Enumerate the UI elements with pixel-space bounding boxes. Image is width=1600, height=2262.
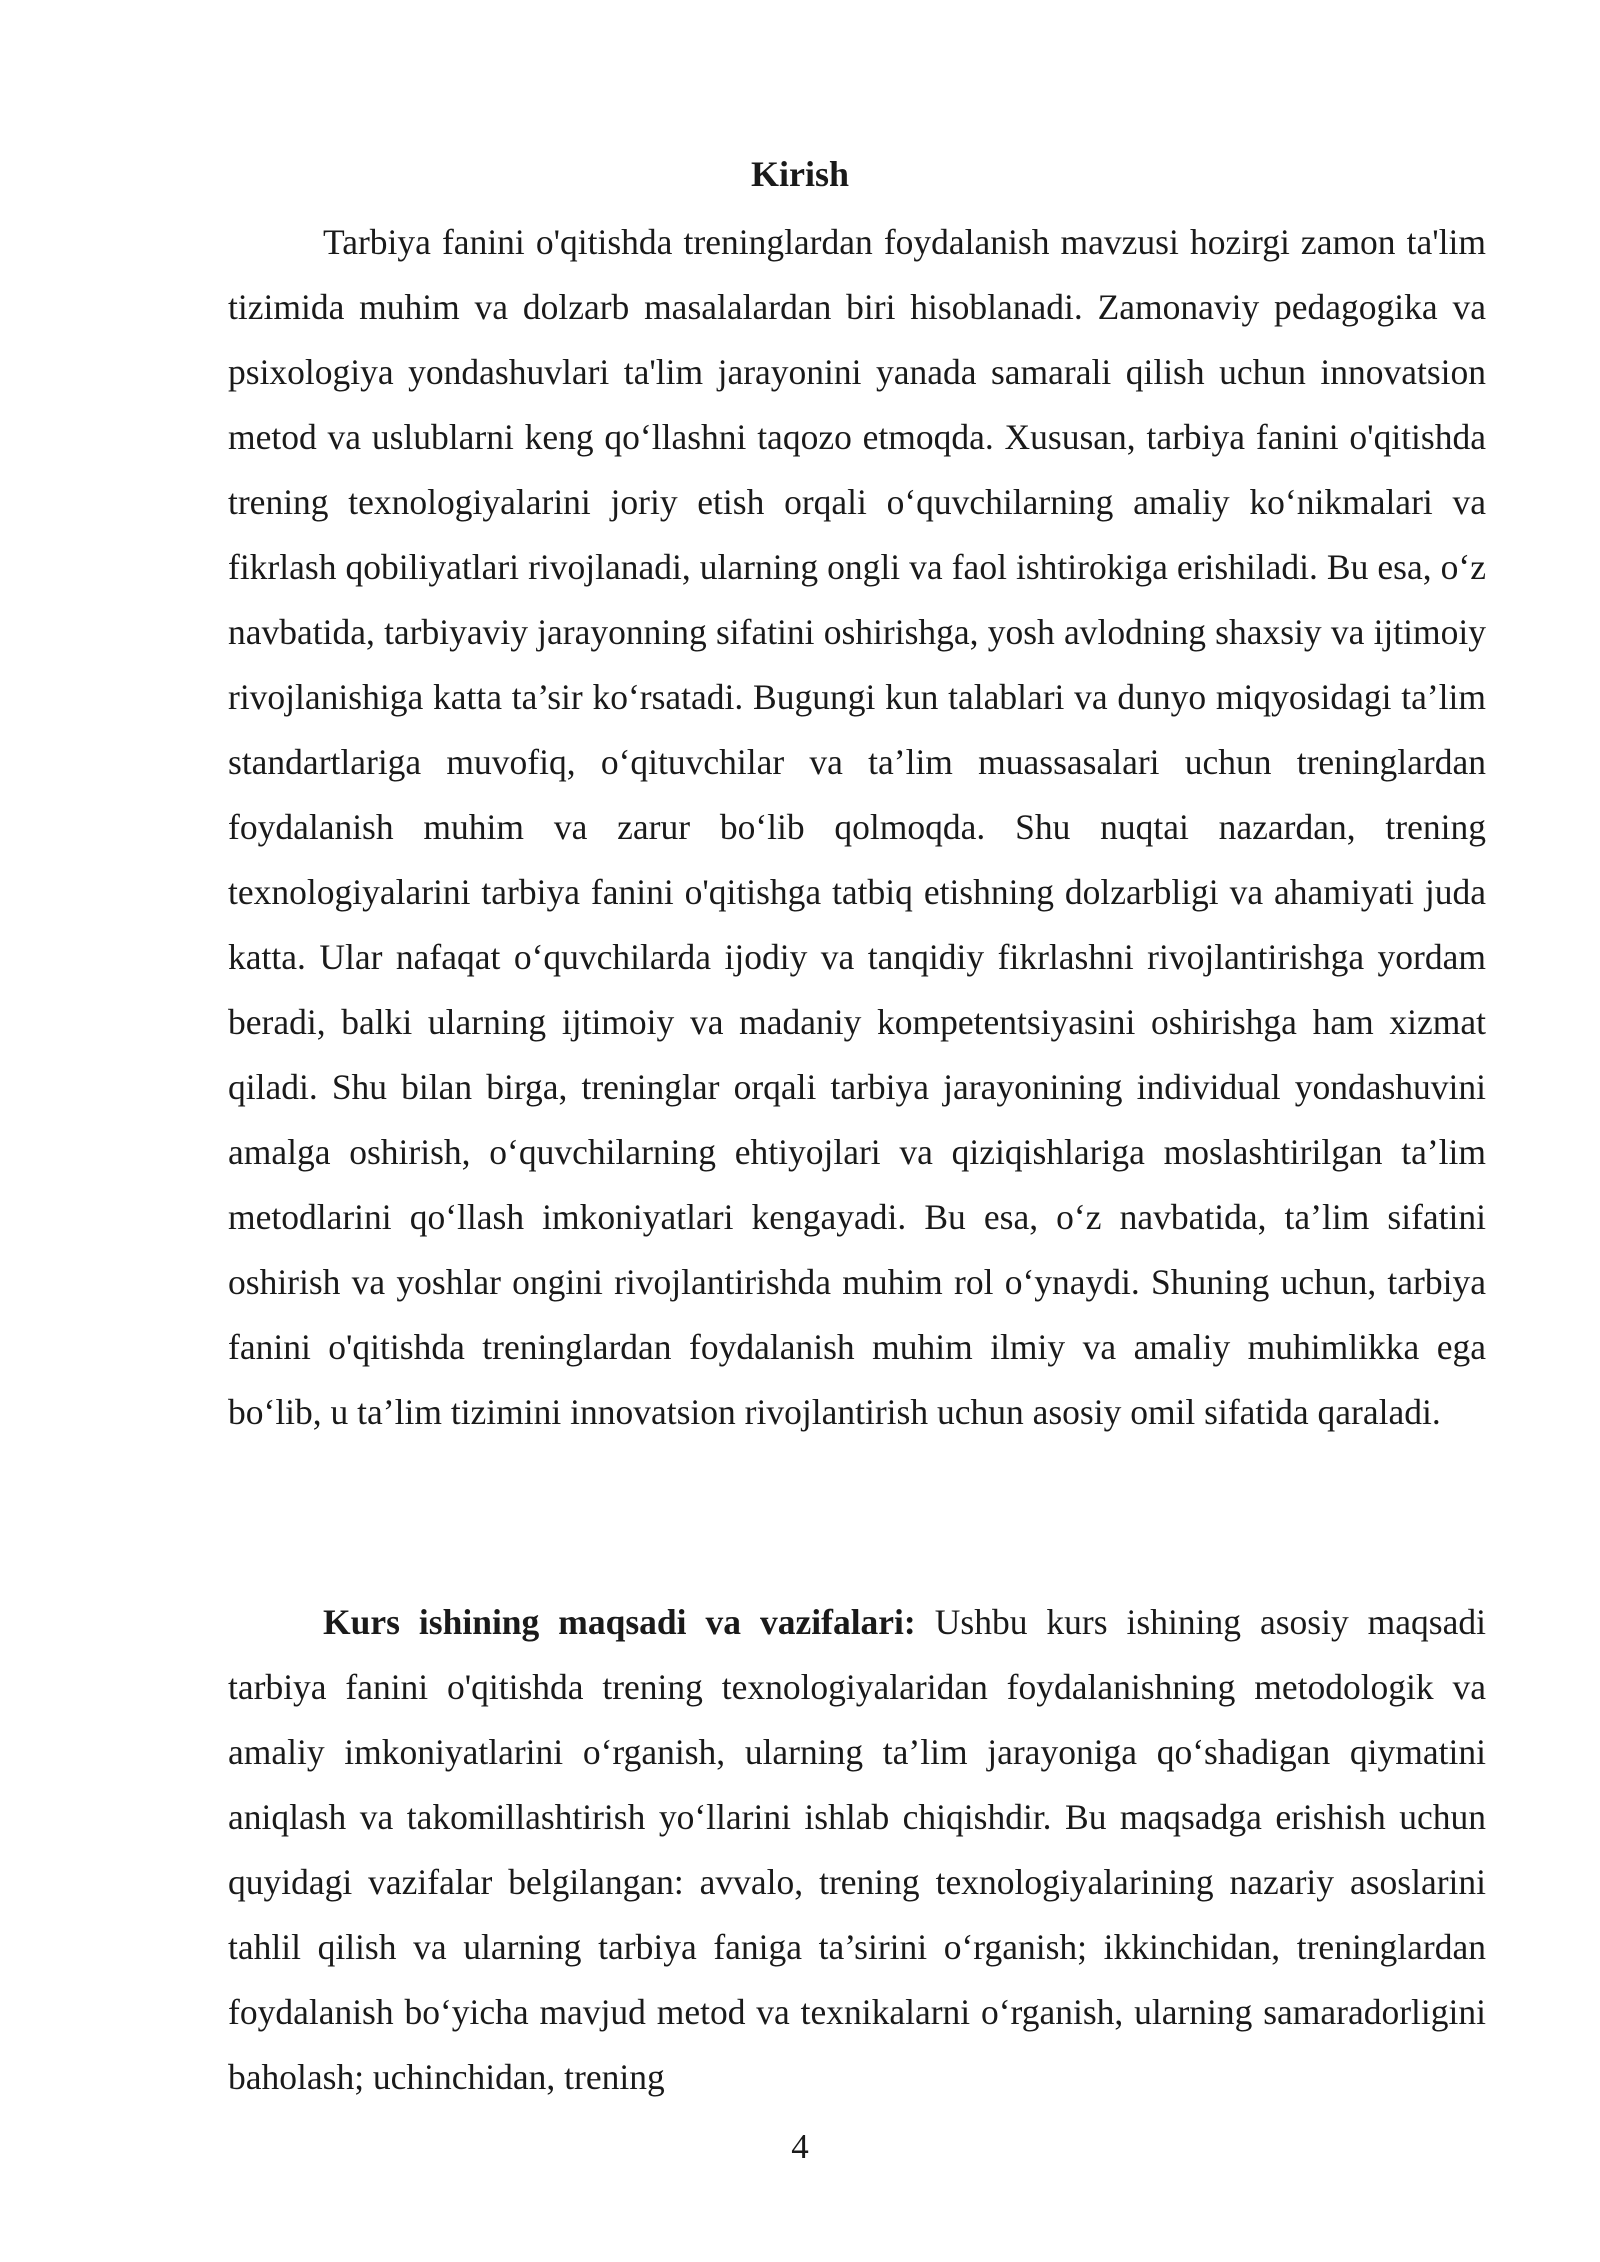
goals-paragraph xyxy=(228,1590,1486,2110)
section-heading: Kirish xyxy=(750,154,849,194)
goals-paragraph-text: Ushbu kurs ishining asosiy maqsadi tarbiya fanini o'qitishda trening texnologiyalaridan foydalanishning metodologik va amaliy imkoniyatlarini o‘rganish, ularning ta’lim jarayoniga qo‘shadigan qiymatini aniqlash va takomillashtirish yo‘llarini ishlab chiqishdir. Bu maqsadga erishish uchun quyidagi vazifalar belgilangan: avvalo, trening texnologiyalarining nazariy asoslarini tahlil qilish va ularning tarbiya faniga ta’sirini o‘rganish; ikkinchidan, treninglardan foydalanish bo‘yicha mavjud metod va texnikalarni o‘rganish, ularning samaradorligini baholash; uchinchidan, trening xyxy=(228,1602,1486,2097)
introduction-paragraph: Tarbiya fanini o'qitishda treninglardan foydalanish mavzusi hozirgi zamon ta'lim tizimida muhim va dolzarb masalalardan biri hisoblanadi. Zamonaviy pedagogika va psixologiya yondashuvlari ta'lim jarayonini yanada samarali qilish uchun innovatsion metod va uslublarni keng qo‘llashni taqozo etmoqda. Xususan, tarbiya fanini o'qitishda trening texnologiyalarini joriy etish orqali o‘quvchilarning amaliy ko‘nikmalari va fikrlash qobiliyatlari rivojlanadi, ularning ongli va faol ishtirokiga erishiladi. Bu esa, o‘z navbatida, tarbiyaviy jarayonning sifatini oshirishga, yosh avlodning shaxsiy va ijtimoiy rivojlanishiga katta ta’sir ko‘rsatadi. Bugungi kun talablari va dunyo miqyosidagi ta’lim standartlariga muvofiq, o‘qituvchilar va ta’lim muassasalari uchun treninglardan foydalanish muhim va zarur bo‘lib qolmoqda. Shu nuqtai nazardan, trening texnologiyalarini tarbiya fanini o'qitishga tatbiq etishning dolzarbligi va ahamiyati juda katta. Ular nafaqat o‘quvchilarda ijodiy va tanqidiy fikrlashni rivojlantirishga yordam beradi, balki ularning ijtimoiy va madaniy kompetentsiyasini oshirishga ham xizmat qiladi. Shu bilan birga, treninglar orqali tarbiya jarayonining individual yondashuvini amalga oshirish, o‘quvchilarning ehtiyojlari va qiziqishlariga moslashtirilgan ta’lim metodlarini qo‘llash imkoniyatlari kengayadi. Bu esa, o‘z navbatida, ta’lim sifatini oshirish va yoshlar ongini rivojlantirishda muhim rol o‘ynaydi. Shuning uchun, tarbiya fanini o'qitishda treninglardan foydalanish muhim ilmiy va amaliy muhimlikka ega bo‘lib, u ta’lim tizimini innovatsion rivojlantirish uchun asosiy omil sifatida qaraladi. xyxy=(228,222,1486,1432)
goals-lead-heading: Kurs ishining maqsadi va vazifalari: xyxy=(323,1602,916,1642)
page-number: 4 xyxy=(791,2127,809,2166)
